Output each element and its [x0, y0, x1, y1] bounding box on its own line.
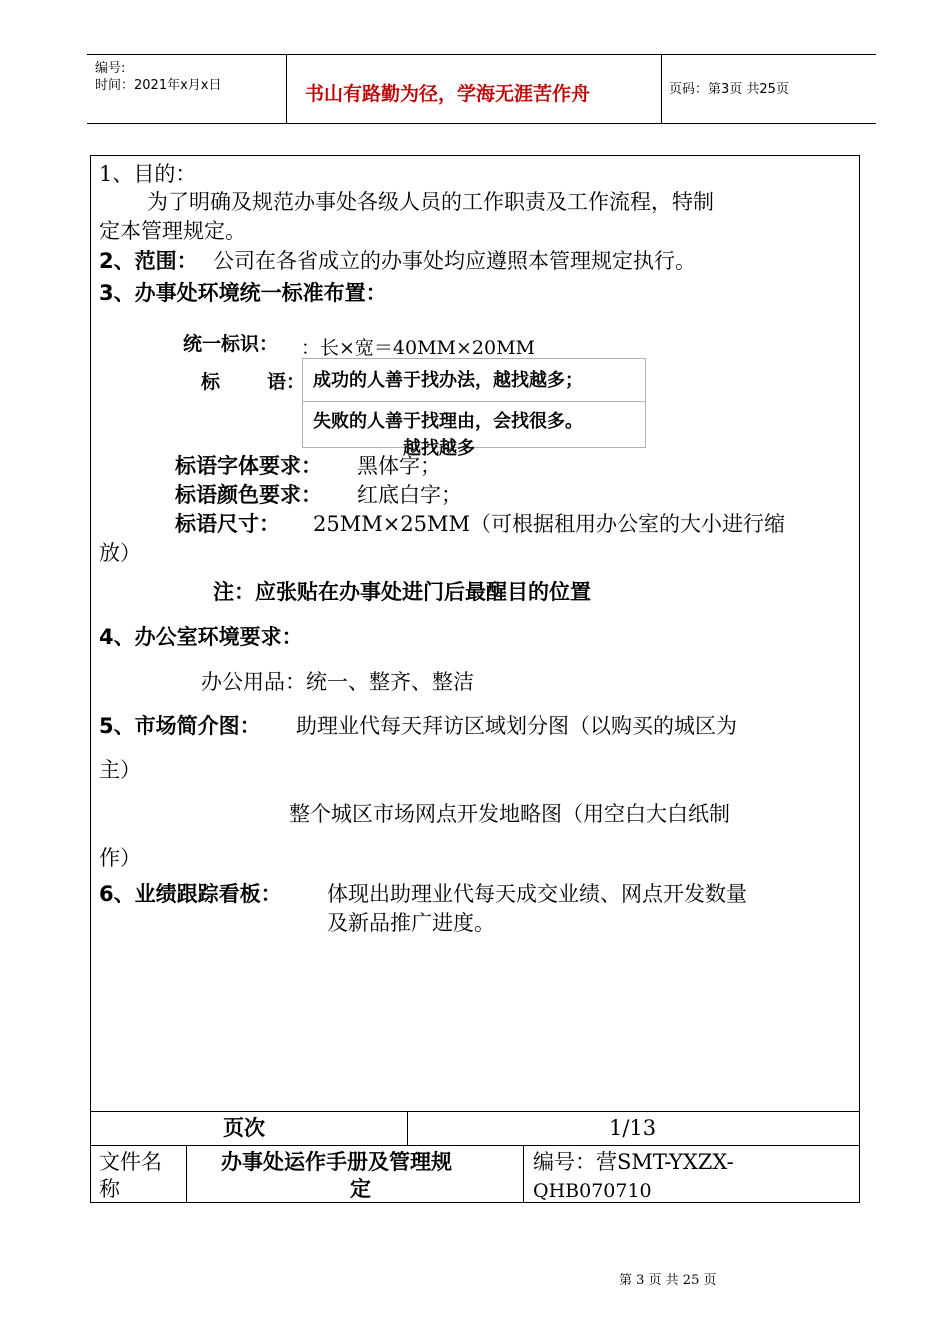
section-1-title: 1、目的：: [99, 162, 197, 186]
document-code: 编号：营SMT-YXZX-: [533, 1150, 734, 1174]
file-name-label: 文件名: [99, 1150, 162, 1174]
header-motto: 书山有路勤为径，学海无涯苦作舟: [305, 83, 591, 105]
section-2-body: 公司在各省成立的办事处均应遵照本管理规定执行。: [213, 249, 696, 273]
file-name: 办事处运作手册及管理规: [221, 1150, 452, 1174]
size-requirement: 25MM×25MM（可根据租用办公室的大小进行缩: [313, 512, 786, 536]
section-5-body: 整个城区市场网点开发地略图（用空白大白纸制: [289, 802, 730, 826]
size-label: 标语尺寸：: [175, 512, 280, 536]
page-count-label: 页次: [223, 1116, 265, 1140]
header-divider: [286, 55, 287, 123]
table-divider: [407, 1111, 408, 1145]
doc-number-label: 编号:: [95, 61, 126, 76]
font-requirement: 黑体字；: [357, 454, 441, 478]
section-4-body: 办公用品：统一、整齐、整洁: [201, 670, 474, 694]
size-requirement: 放）: [99, 541, 141, 565]
page-header: [87, 54, 876, 124]
table-rule: [91, 1111, 859, 1112]
slogan-label: 标: [201, 371, 221, 393]
section-4-title: 4、办公室环境要求：: [99, 625, 303, 649]
page-info: 页码：第3页 共25页: [669, 82, 789, 97]
table-divider: [523, 1145, 524, 1203]
main-content-box: [90, 155, 860, 1203]
table-divider: [186, 1145, 187, 1203]
document-code: QHB070710: [533, 1180, 652, 1202]
slogan-line: 失败的人善于找理由，会找很多。: [313, 411, 583, 432]
page-count-value: 1/13: [609, 1116, 657, 1140]
placement-note: 注：应张贴在办事处进门后最醒目的位置: [213, 580, 591, 604]
section-5-title: 5、市场简介图：: [99, 714, 261, 738]
section-1-body: 定本管理规定。: [99, 219, 246, 243]
section-1-body: 为了明确及规范办事处各级人员的工作职责及工作流程，特制: [147, 190, 714, 214]
slogan-overflow-text: 越找越多: [403, 438, 475, 459]
date-line: 时间：2021年x月x日: [95, 78, 222, 93]
slogan-box: [302, 358, 646, 459]
section-6-body: 体现出助理业代每天成交业绩、网点开发数量: [327, 882, 747, 906]
section-2-title: 2、范围：: [99, 249, 198, 273]
slogan-line: 成功的人善于找办法，越找越多；: [313, 370, 583, 391]
page-footer: 第 3 页 共 25 页: [619, 1273, 717, 1288]
header-divider: [661, 55, 662, 123]
section-6-title: 6、业绩跟踪看板：: [99, 882, 282, 906]
table-rule: [91, 1145, 859, 1146]
color-requirement-label: 标语颜色要求：: [175, 483, 322, 507]
color-requirement: 红底白字；: [357, 483, 462, 507]
file-name: 定: [350, 1177, 371, 1201]
section-5-body: 作）: [99, 846, 141, 870]
font-requirement-label: 标语字体要求：: [175, 454, 322, 478]
section-5-body: 主）: [99, 758, 141, 782]
logo-size: ：长×宽＝40MM×20MM: [301, 337, 536, 359]
slogan-divider: [303, 401, 645, 402]
section-3-title: 3、办事处环境统一标准布置：: [99, 281, 387, 305]
logo-label: 统一标识：: [183, 333, 279, 355]
slogan-label: 语：: [267, 371, 306, 393]
section-6-body: 及新品推广进度。: [327, 911, 495, 935]
file-name-label: 称: [99, 1177, 120, 1201]
section-5-body: 助理业代每天拜访区域划分图（以购买的城区为: [296, 714, 737, 738]
